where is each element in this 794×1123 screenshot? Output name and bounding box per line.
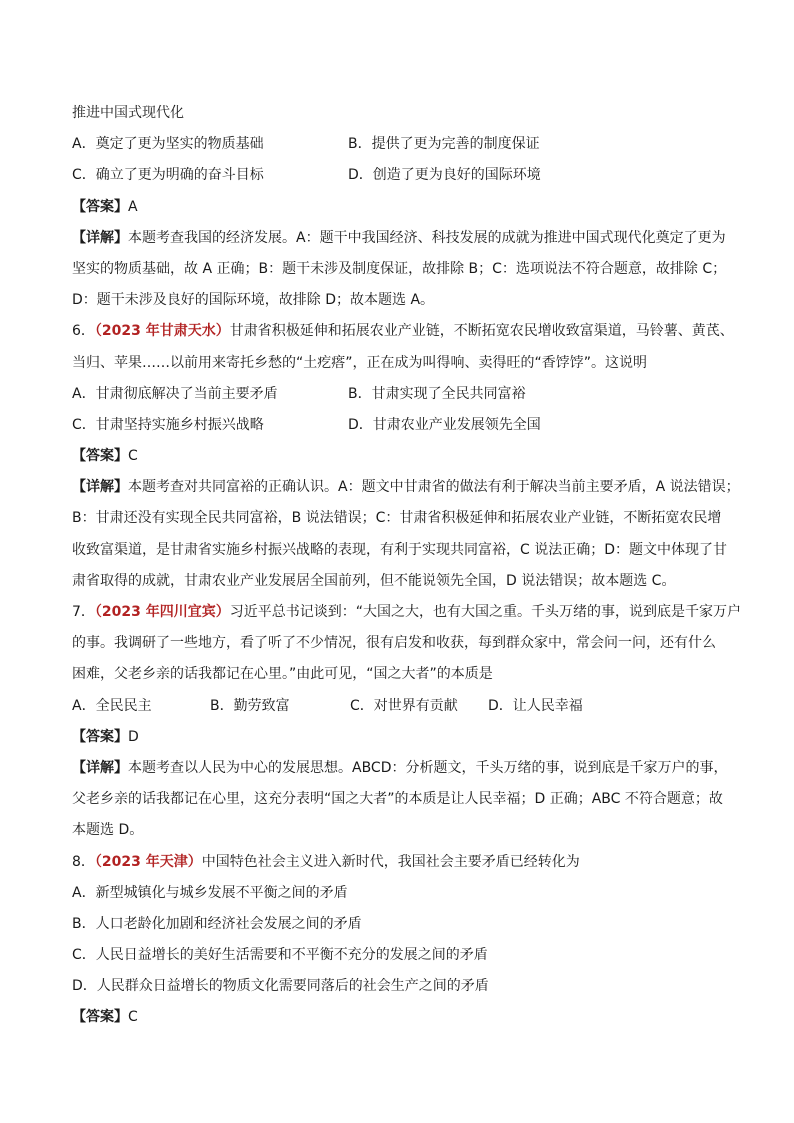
q7-detail-line-2: 父老乡亲的话我都记在心里，这充分表明“国之大者”的本质是让人民幸福；D 正确；ABC 不符合题意；故 xyxy=(72,791,723,808)
q6-option-c: C．甘肃坚持实施乡村振兴战略 xyxy=(72,416,264,433)
detail-text: 本题考查我国的经济发展。A：题干中我国经济、科技发展的成就为推进中国式现代化奠定了更为 xyxy=(128,229,726,246)
detail-tag: 【详解】 xyxy=(72,479,128,496)
q6-option-b: B．甘肃实现了全民共同富裕 xyxy=(348,385,526,402)
question-source: （2023 年四川宜宾） xyxy=(94,604,230,620)
q7-options-row xyxy=(72,691,724,722)
detail-text: 本题考查以人民为中心的发展思想。ABCD：分析题文，千头万绪的事，说到底是千家万户的事， xyxy=(128,759,728,776)
q6-detail-line-3: 收致富渠道，是甘肃省实施乡村振兴战略的表现，有利于实现共同富裕，C 说法正确；D：题文中体现了甘 xyxy=(72,541,728,558)
q7-option-c: C．对世界有贡献 xyxy=(350,697,458,714)
q7-detail-line-3: 本题选 D。 xyxy=(72,822,144,839)
question-source: （2023 年天津） xyxy=(94,853,202,870)
detail-tag: 【详解】 xyxy=(72,759,128,776)
answer-tag: 【答案】 xyxy=(72,198,128,215)
stem-text: 中国特色社会主义进入新时代，我国社会主要矛盾已经转化为 xyxy=(201,853,580,870)
q8-stem-line-1 xyxy=(72,847,724,878)
answer-value: A xyxy=(128,198,138,215)
question-number: 6． xyxy=(72,323,95,340)
q8-option-d: D．人民群众日益增长的物质文化需要同落后的社会生产之间的矛盾 xyxy=(72,978,489,995)
q5-detail-line-2: 坚实的物质基础，故 A 正确；B：题干未涉及制度保证，故排除 B；C：选项说法不符合题意，故排除 C； xyxy=(72,260,727,277)
q8-option-b: B．人口老龄化加剧和经济社会发展之间的矛盾 xyxy=(72,915,362,932)
question-number: 8． xyxy=(72,853,95,870)
q6-detail-line-2: B：甘肃还没有实现全民共同富裕，B 说法错误；C：甘肃省积极延伸和拓展农业产业链，不断拓宽农民增 xyxy=(72,510,722,527)
q8-option-a: A．新型城镇化与城乡发展不平衡之间的矛盾 xyxy=(72,884,348,901)
answer-tag: 【答案】 xyxy=(72,1009,128,1026)
question-number: 7． xyxy=(72,604,95,620)
answer-tag: 【答案】 xyxy=(72,728,128,745)
stem-text: 习近平总书记谈到：“大国之大，也有大国之重。千头万绪的事，说到底是千家万户 xyxy=(229,604,742,620)
q8-answer xyxy=(72,1002,724,1033)
q6-answer xyxy=(72,441,724,472)
answer-value: C xyxy=(128,1009,138,1026)
stem-text: 甘肃省积极延伸和拓展农业产业链，不断拓宽农民增收致富渠道，马铃薯、黄芪、 xyxy=(229,323,734,340)
q6-options-row-1 xyxy=(72,379,724,410)
q6-options-row-2 xyxy=(72,410,724,441)
q7-stem-line-2: 的事。我调研了一些地方，看了听了不少情况，很有启发和收获，每到群众家中，常会问一问，还有什么 xyxy=(72,635,716,652)
q6-option-a: A．甘肃彻底解决了当前主要矛盾 xyxy=(72,385,278,402)
detail-tag: 【详解】 xyxy=(72,229,128,246)
q5-option-c: C．确立了更为明确的奋斗目标 xyxy=(72,167,264,184)
q5-option-a: A．奠定了更为坚实的物质基础 xyxy=(72,136,264,153)
answer-value: D xyxy=(128,728,139,745)
q6-detail-line-4: 肃省取得的成就，甘肃农业产业发展居全国前列，但不能说领先全国，D 说法错误；故本题选 C。 xyxy=(72,572,676,589)
q5-detail-line-1 xyxy=(72,223,724,254)
document-page xyxy=(72,98,742,1034)
q6-stem-line-2: 当归、苹果……以前用来寄托乡愁的“土疙瘩”，正在成为叫得响、卖得旺的“香饽饽”。这说明 xyxy=(72,354,648,371)
q8-option-c: C．人民日益增长的美好生活需要和不平衡不充分的发展之间的矛盾 xyxy=(72,947,488,964)
q5-option-b: B．提供了更为完善的制度保证 xyxy=(348,136,540,153)
answer-value: C xyxy=(128,448,138,465)
q7-stem-line-3: 困难，父老乡亲的话我都记在心里。”由此可见，“国之大者”的本质是 xyxy=(72,666,493,683)
q5-stem-tail: 推进中国式现代化 xyxy=(72,105,184,121)
q6-option-d: D．甘肃农业产业发展领先全国 xyxy=(348,416,541,433)
q7-detail-line-1 xyxy=(72,753,728,784)
q7-option-b: B．勤劳致富 xyxy=(210,697,290,714)
question-source: （2023 年甘肃天水） xyxy=(94,323,230,340)
q5-detail-line-3: D：题干未涉及良好的国际环境，故排除 D；故本题选 A。 xyxy=(72,292,435,309)
answer-tag: 【答案】 xyxy=(72,448,128,465)
q5-answer xyxy=(72,192,724,223)
q7-option-d: D．让人民幸福 xyxy=(488,697,583,714)
q7-stem-line-1 xyxy=(72,597,742,628)
q7-answer xyxy=(72,722,724,753)
q5-options-row-2 xyxy=(72,160,724,191)
q6-stem-line-1 xyxy=(72,316,734,347)
q5-option-d: D．创造了更为良好的国际环境 xyxy=(348,167,541,184)
q6-detail-line-1 xyxy=(72,472,740,503)
detail-text: 本题考查对共同富裕的正确认识。A：题文中甘肃省的做法有利于解决当前主要矛盾，A 说法错误； xyxy=(128,479,740,496)
q5-options-row-1 xyxy=(72,129,724,160)
q7-option-a: A．全民民主 xyxy=(72,697,152,714)
